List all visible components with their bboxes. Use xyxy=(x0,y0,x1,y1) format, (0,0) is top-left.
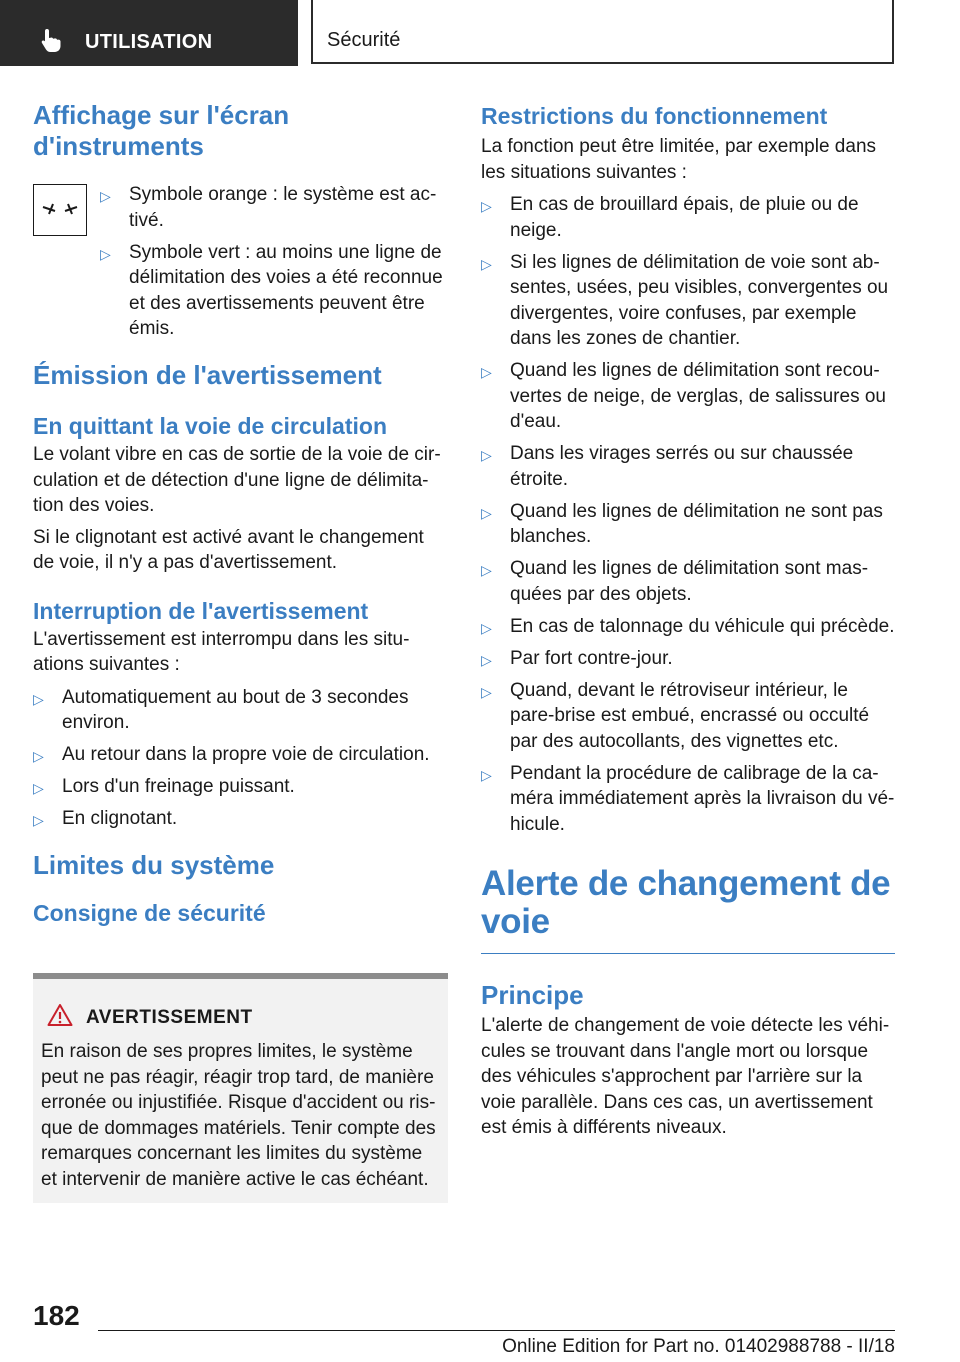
indicator-block xyxy=(33,182,448,352)
limits-heading: Limites du système xyxy=(33,849,275,880)
left-column xyxy=(33,100,448,1190)
triangle-right-icon: ▷ xyxy=(481,651,492,668)
indicator-list xyxy=(100,182,448,348)
list-item: ▷ Au retour dans la propre voie de circulation. xyxy=(33,742,448,768)
list-item: ▷ Quand les lignes de délimitation sont recou‐vertes de neige, de verglas, de salissures ou d'eau. xyxy=(481,360,886,432)
page-header xyxy=(0,0,960,66)
triangle-right-icon: ▷ xyxy=(100,245,111,262)
triangle-right-icon: ▷ xyxy=(33,812,44,828)
list-item: ▷ Dans les virages serrés ou sur chaussée étroite. xyxy=(481,443,854,490)
list-item: ▷ Si les lignes de délimitation de voie sont ab‐sentes, usées, peu visibles, convergentes ou divergentes, voire confuses, par exemple dans les zones de chantier. xyxy=(481,251,889,349)
interrupt-paragraph: L'avertissement est interrompu dans les situ‐ations suivantes : xyxy=(33,628,410,675)
triangle-right-icon: ▷ xyxy=(33,690,44,707)
warning-text: En raison de ses propres limites, le système peut ne pas réagir, réagir trop tard, de manière erronée ou injustifiée. Risque d'accident ou ris‐que de dommages matériels. Tenir compte des remarques concernant les limites du système et intervenir de manière active le cas échéant. xyxy=(41,1041,436,1190)
principle-paragraph: L'alerte de changement de voie détecte les véhi‐cules se trouvant dans l'angle mort ou lorsque des véhicules s'approchent par l'arrière sur la voie parallèle. Dans ces cas, un avertissement est émis à différents niveaux. xyxy=(481,1015,890,1138)
page-number: 182 xyxy=(33,1300,80,1331)
list-item: ▷ En cas de talonnage du véhicule qui précède. xyxy=(481,614,895,640)
list-item: ▷ Automatiquement au bout de 3 secondes environ. xyxy=(33,686,409,733)
principle-heading: Principe xyxy=(481,980,584,1010)
triangle-right-icon: ▷ xyxy=(481,766,492,783)
list-item: ▷ En clignotant. xyxy=(33,806,448,832)
emission-heading: Émission de l'avertissement xyxy=(33,360,382,390)
leaving-heading: En quittant la voie de circulation xyxy=(33,413,387,439)
triangle-right-icon: ▷ xyxy=(481,198,492,214)
warning-title: AVERTISSEMENT xyxy=(86,1007,253,1028)
right-column xyxy=(481,100,895,1141)
chapter-tab[interactable] xyxy=(311,0,894,64)
footer-divider xyxy=(98,1330,895,1331)
leaving-paragraph-1: Le volant vibre en cas de sortie de la voie de cir‐culation et de détection d'une ligne de délimita‐tion des voies. xyxy=(33,444,441,516)
interrupt-list xyxy=(33,685,448,832)
triangle-right-icon: ▷ xyxy=(481,255,492,272)
list-item: ▷ Quand, devant le rétroviseur intérieur, le pare-brise est embué, encrassé ou occulté par des autocollants, des vignettes etc. xyxy=(481,679,870,752)
interrupt-heading: Interruption de l'avertissement xyxy=(33,597,369,624)
triangle-right-icon: ▷ xyxy=(481,683,492,700)
list-item: ▷ Quand les lignes de délimitation sont mas‐quées par des objets. xyxy=(481,558,869,605)
restrict-list xyxy=(481,192,895,837)
edition-label: Online Edition for Part no. 01402988788 - II/18 xyxy=(502,1336,895,1357)
warning-box xyxy=(33,973,448,1203)
lane-markings-icon xyxy=(33,184,87,236)
list-item: ▷ Lors d'un freinage puissant. xyxy=(33,774,448,800)
leaving-paragraph-2: Si le clignotant est activé avant le changement de voie, il n'y a pas d'avertissement. xyxy=(33,526,424,573)
list-item: ▷ Symbole vert : au moins une ligne de délimitation des voies a été reconnue et des avertissements peuvent être émis. xyxy=(100,241,443,339)
triangle-right-icon: ▷ xyxy=(481,619,492,636)
section-label: UTILISATION xyxy=(85,31,213,53)
section-title: Alerte de changement de voie xyxy=(481,864,891,941)
list-item: ▷ Quand les lignes de délimitation ne sont pas blanches. xyxy=(481,500,883,547)
triangle-right-icon: ▷ xyxy=(100,188,111,204)
triangle-right-icon: ▷ xyxy=(481,447,492,463)
list-item: ▷ En cas de brouillard épais, de pluie ou de neige. xyxy=(481,194,859,241)
triangle-right-icon: ▷ xyxy=(33,748,44,764)
hand-pointer-icon xyxy=(38,27,64,53)
safety-heading: Consigne de sécurité xyxy=(33,899,266,926)
section-tab[interactable] xyxy=(0,0,298,66)
list-item: ▷ Par fort contre-jour. xyxy=(481,646,895,672)
restrict-heading: Restrictions du fonctionnement xyxy=(481,103,828,129)
triangle-right-icon: ▷ xyxy=(33,780,44,796)
list-item: ▷ Pendant la procédure de calibrage de la ca‐méra immédiatement après la livraison du vé‐hicule. xyxy=(481,762,895,835)
warning-triangle-icon xyxy=(47,1003,73,1027)
restrict-paragraph: La fonction peut être limitée, par exemple dans les situations suivantes : xyxy=(481,136,877,183)
triangle-right-icon: ▷ xyxy=(481,562,492,578)
chapter-label: Sécurité xyxy=(327,29,401,51)
display-heading: Affichage sur l'écran d'instruments xyxy=(33,100,290,161)
warning-header xyxy=(41,1003,440,1033)
triangle-right-icon: ▷ xyxy=(481,504,492,521)
list-item: ▷ Symbole orange : le système est ac‐tivé. xyxy=(100,184,437,231)
title-divider xyxy=(481,953,895,954)
triangle-right-icon: ▷ xyxy=(481,364,492,380)
